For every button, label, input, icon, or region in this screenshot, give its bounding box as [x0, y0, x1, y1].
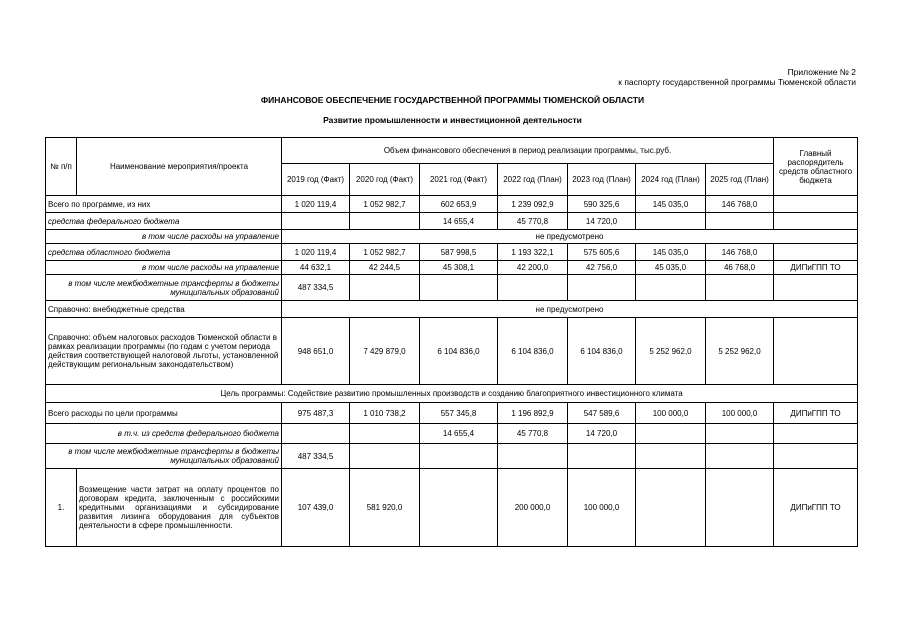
row-label: в том числе межбюджетные трансферты в бюджеты муниципальных образований [46, 444, 282, 469]
cell-value: 146 768,0 [706, 244, 774, 261]
cell-value: 14 720,0 [568, 424, 636, 444]
row-label: в том числе расходы на управление [46, 230, 282, 244]
cell-value [350, 444, 420, 469]
table-row [46, 424, 858, 444]
cell-value: 200 000,0 [498, 469, 568, 547]
cell-manager [774, 213, 858, 230]
row-label: Возмещение части затрат на оплату процентов по договорам кредита, заключенным с российскими кредитными организациями и субсидирование развития лизинга оборудования для субъектов деятельности в сфере промышленности. [77, 469, 282, 547]
cell-value: 6 104 836,0 [498, 318, 568, 385]
document-title: ФИНАНСОВОЕ ОБЕСПЕЧЕНИЕ ГОСУДАРСТВЕННОЙ ПРОГРАММЫ ТЮМЕНСКОЙ ОБЛАСТИ [260, 95, 645, 105]
cell-value: 45 770,8 [498, 213, 568, 230]
cell-value [636, 444, 706, 469]
table-row [46, 469, 858, 547]
cell-value: 7 429 879,0 [350, 318, 420, 385]
cell-value [636, 469, 706, 547]
header-year: 2020 год (Факт) [350, 164, 420, 196]
row-label: Всего по программе, из них [46, 196, 282, 213]
cell-value: 44 632,1 [282, 261, 350, 275]
row-label: Всего расходы по цели программы [46, 403, 282, 424]
cell-value: 14 655,4 [420, 213, 498, 230]
table-row [46, 301, 858, 318]
header-year: 2021 год (Факт) [420, 164, 498, 196]
cell-value: 100 000,0 [568, 469, 636, 547]
header-volume: Объем финансового обеспечения в период реализации программы, тыс.руб. [282, 138, 774, 164]
cell-value [498, 275, 568, 301]
cell-value: 6 104 836,0 [568, 318, 636, 385]
cell-value: 14 655,4 [420, 424, 498, 444]
cell-value: 581 920,0 [350, 469, 420, 547]
cell-value: 1 052 982,7 [350, 196, 420, 213]
cell-value: 1 020 119,4 [282, 196, 350, 213]
header-manager: Главный распорядитель средств областного бюджета [774, 138, 858, 196]
cell-value [282, 213, 350, 230]
table-row [46, 385, 858, 403]
cell-value [706, 444, 774, 469]
cell-value: 145 035,0 [636, 196, 706, 213]
cell-value [282, 424, 350, 444]
cell-value: 547 589,6 [568, 403, 636, 424]
cell-manager [774, 244, 858, 261]
table-row [46, 275, 858, 301]
table-row [46, 261, 858, 275]
cell-value [568, 444, 636, 469]
cell-value: 45 035,0 [636, 261, 706, 275]
cell-value: 1 193 322,1 [498, 244, 568, 261]
cell-value [706, 275, 774, 301]
cell-value: 1 020 119,4 [282, 244, 350, 261]
cell-value [350, 213, 420, 230]
financing-table [45, 137, 858, 547]
table-row [46, 403, 858, 424]
document-subtitle: Развитие промышленности и инвестиционной деятельности [323, 115, 582, 125]
header-year: 2019 год (Факт) [282, 164, 350, 196]
cell-value [636, 275, 706, 301]
program-goal: Цель программы: Содействие развитию промышленных производств и созданию благоприятного инвестиционного климата [46, 385, 858, 403]
row-label: Справочно: внебюджетные средства [46, 301, 282, 318]
row-label: в том числе межбюджетные трансферты в бюджеты муниципальных образований [46, 275, 282, 301]
cell-value: 487 334,5 [282, 275, 350, 301]
cell-value: 5 252 962,0 [636, 318, 706, 385]
table-row [46, 244, 858, 261]
cell-value: 146 768,0 [706, 196, 774, 213]
appendix-reference: к паспорту государственной программы Тюменской области [618, 77, 856, 87]
row-label: средства федерального бюджета [46, 213, 282, 230]
cell-value [498, 444, 568, 469]
cell-value: 1 010 738,2 [350, 403, 420, 424]
cell-value: 557 345,8 [420, 403, 498, 424]
header-year: 2023 год (План) [568, 164, 636, 196]
cell-value: 42 244,5 [350, 261, 420, 275]
cell-value: 5 252 962,0 [706, 318, 774, 385]
row-label: средства областного бюджета [46, 244, 282, 261]
cell-value [636, 213, 706, 230]
cell-value [706, 469, 774, 547]
header-year: 2024 год (План) [636, 164, 706, 196]
cell-merged: не предусмотрено [282, 230, 858, 244]
table-row [46, 196, 858, 213]
cell-value: 1 052 982,7 [350, 244, 420, 261]
cell-value [706, 424, 774, 444]
cell-value: 100 000,0 [636, 403, 706, 424]
cell-value: 587 998,5 [420, 244, 498, 261]
cell-value [568, 275, 636, 301]
cell-value: 107 439,0 [282, 469, 350, 547]
cell-value: 1 239 092,9 [498, 196, 568, 213]
cell-value: 1 196 892,9 [498, 403, 568, 424]
cell-manager [774, 275, 858, 301]
cell-manager: ДИПиГПП ТО [774, 403, 858, 424]
cell-value: 948 651,0 [282, 318, 350, 385]
cell-value: 46 768,0 [706, 261, 774, 275]
cell-value [420, 444, 498, 469]
cell-value [420, 469, 498, 547]
cell-value: 487 334,5 [282, 444, 350, 469]
header-num: № п/п [46, 138, 77, 196]
cell-value [636, 424, 706, 444]
table-row [46, 213, 858, 230]
table-row [46, 444, 858, 469]
cell-manager [774, 424, 858, 444]
cell-value [420, 275, 498, 301]
cell-manager [774, 196, 858, 213]
cell-value: 590 325,6 [568, 196, 636, 213]
cell-manager: ДИПиГПП ТО [774, 261, 858, 275]
row-label: Справочно: объем налоговых расходов Тюменской области в рамках реализации программы (по годам с учетом периода действия соответствующей налоговой льготы, установленной действующим региональным законодательством) [46, 318, 282, 385]
cell-value [350, 424, 420, 444]
header-year: 2022 год (План) [498, 164, 568, 196]
cell-value: 575 605,6 [568, 244, 636, 261]
appendix-number: Приложение № 2 [787, 67, 856, 77]
cell-merged: не предусмотрено [282, 301, 858, 318]
row-label: в том числе расходы на управление [46, 261, 282, 275]
cell-value: 14 720,0 [568, 213, 636, 230]
cell-value: 602 653,9 [420, 196, 498, 213]
cell-value: 100 000,0 [706, 403, 774, 424]
header-name: Наименование мероприятия/проекта [77, 138, 282, 196]
cell-value: 42 756,0 [568, 261, 636, 275]
cell-manager: ДИПиГПП ТО [774, 469, 858, 547]
cell-value [350, 275, 420, 301]
cell-value: 45 770,8 [498, 424, 568, 444]
cell-value: 6 104 836,0 [420, 318, 498, 385]
cell-manager [774, 318, 858, 385]
cell-value: 45 308,1 [420, 261, 498, 275]
header-year: 2025 год (План) [706, 164, 774, 196]
table-row [46, 230, 858, 244]
cell-value: 145 035,0 [636, 244, 706, 261]
cell-manager [774, 444, 858, 469]
row-number: 1. [46, 469, 77, 547]
table-row [46, 318, 858, 385]
cell-value [706, 213, 774, 230]
cell-value: 975 487,3 [282, 403, 350, 424]
cell-value: 42 200,0 [498, 261, 568, 275]
row-label: в т.ч. из средств федерального бюджета [46, 424, 282, 444]
